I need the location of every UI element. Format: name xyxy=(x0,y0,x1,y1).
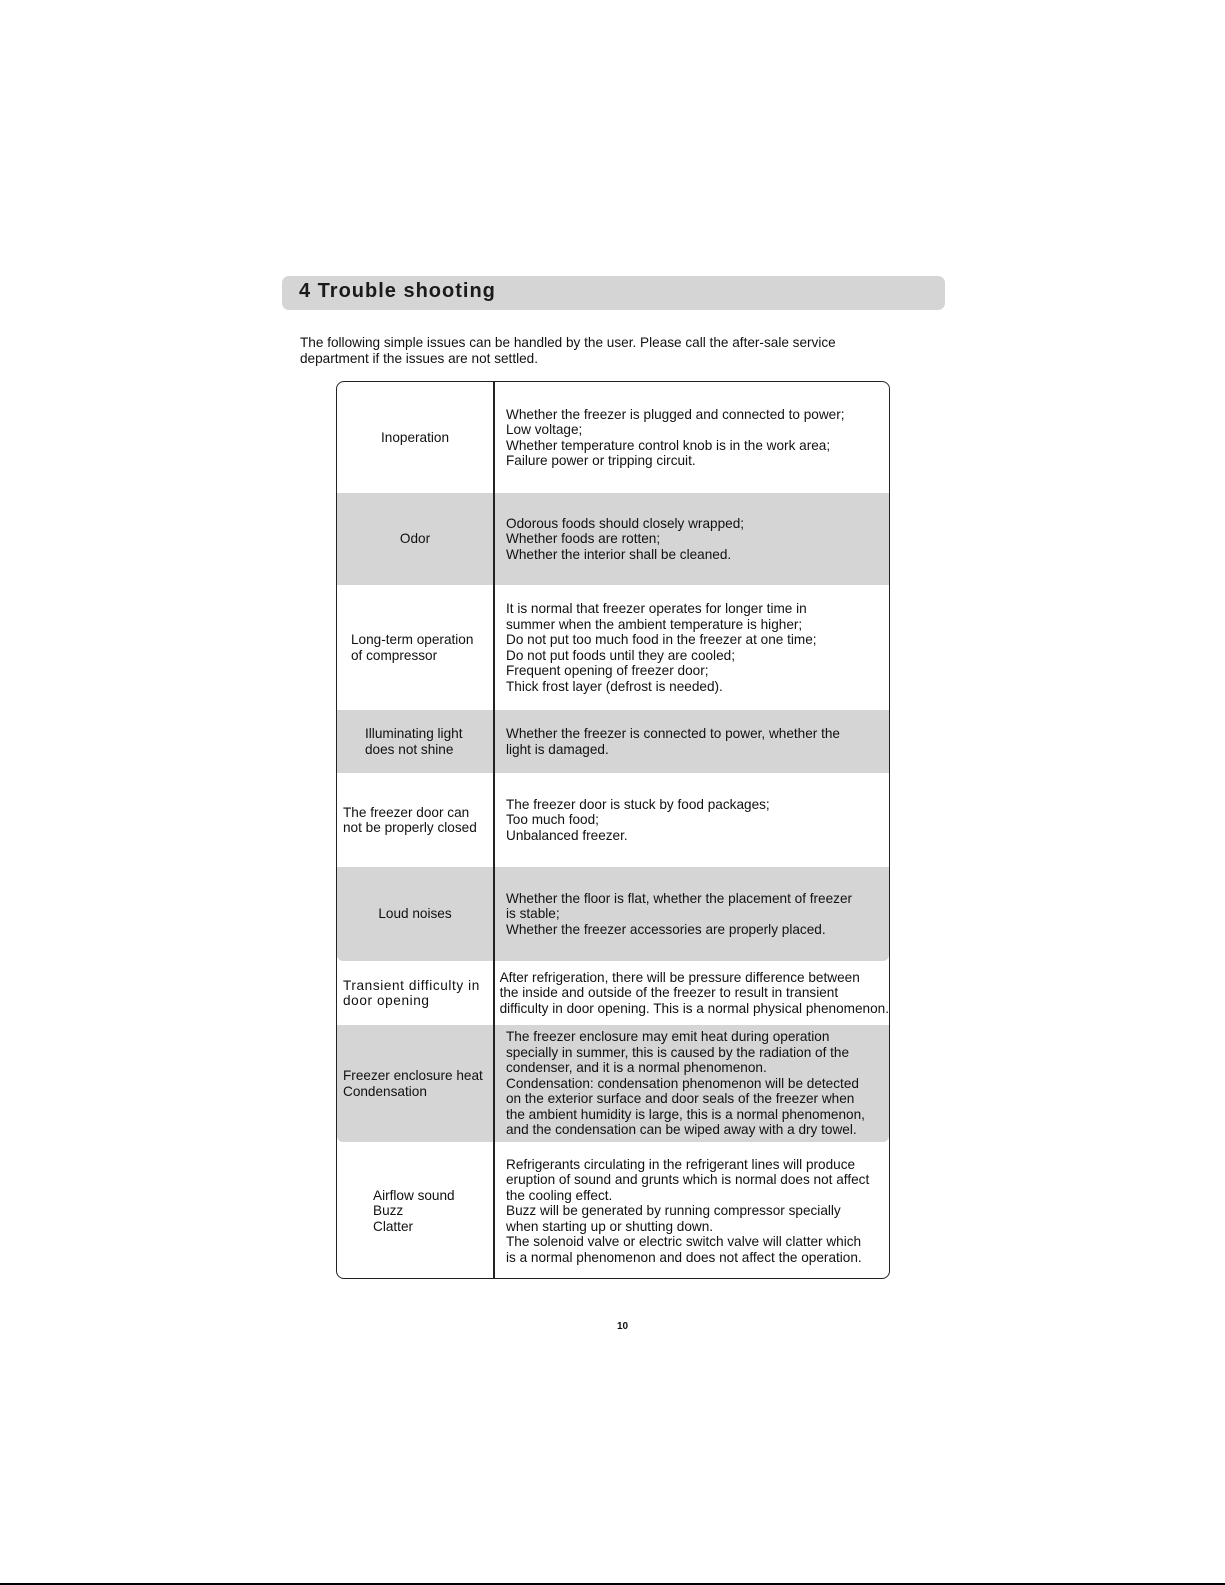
issue-cell: Loud noises xyxy=(378,906,452,922)
cause-cell: After refrigeration, there will be pressure difference between the inside and outside of the freezer to result in transient difficulty in door opening. This is a normal physical phenomenon. xyxy=(499,969,889,1016)
issue-cell: The freezer door can not be properly closed xyxy=(343,804,477,835)
page-number: 10 xyxy=(616,1321,629,1332)
table-row xyxy=(337,961,889,1025)
issue-cell: Illuminating light does not shine xyxy=(365,726,463,757)
cause-cell: Odorous foods should closely wrapped; Whether foods are rotten; Whether the interior shall be cleaned. xyxy=(506,515,745,562)
table-row xyxy=(337,773,889,867)
cause-cell: Whether the freezer is plugged and connected to power; Low voltage; Whether temperature control knob is in the work area; Failure power or tripping circuit. xyxy=(506,406,845,468)
cause-cell: It is normal that freezer operates for longer time in summer when the ambient temperature is higher; Do not put too much food in the freezer at one time; Do not put foods until they are cooled; Frequent opening of freezer door; Thick frost layer (defrost is needed). xyxy=(506,601,817,694)
table-row xyxy=(337,710,889,773)
table-row xyxy=(337,493,889,585)
issue-cell: Airflow sound Buzz Clatter xyxy=(373,1187,455,1234)
cause-cell: The freezer door is stuck by food packages; Too much food; Unbalanced freezer. xyxy=(506,796,770,843)
section-title: 4 Trouble shooting xyxy=(299,280,496,302)
issue-cell: Long-term operation of compressor xyxy=(351,632,474,663)
troubleshooting-table xyxy=(336,381,890,1279)
issue-cell: Inoperation xyxy=(380,429,450,445)
issue-cell: Freezer enclosure heat Condensation xyxy=(343,1068,483,1099)
column-divider xyxy=(493,382,495,1278)
table-row xyxy=(337,1142,889,1279)
table-row xyxy=(337,867,889,961)
intro-paragraph xyxy=(300,335,920,366)
section-header-bar xyxy=(282,276,945,310)
intro-line: department if the issues are not settled. xyxy=(300,350,539,366)
cause-cell: The freezer enclosure may emit heat during operation specially in summer, this is caused by the radiation of the condenser, and it is a normal phenomenon. Condensation: condensation phenomenon will be detected on the exterior surface and door seals of the freezer when the ambient humidity is large, this is a normal phenomenon, and the condensation can be wiped away with a dry towel. xyxy=(506,1029,865,1138)
intro-line: The following simple issues can be handled by the user. Please call the after-sale service xyxy=(300,335,836,350)
table-row xyxy=(337,382,889,493)
issue-cell: Odor xyxy=(399,531,431,547)
table-row xyxy=(337,585,889,710)
issue-cell: Transient difficulty in door opening xyxy=(343,977,480,1008)
cause-cell: Whether the freezer is connected to power, whether the light is damaged. xyxy=(506,726,840,757)
cause-cell: Refrigerants circulating in the refrigerant lines will produce eruption of sound and grunts which is normal does not affect the cooling effect. Buzz will be generated by running compressor specially when starting up or shutting down. The solenoid valve or electric switch valve will clatter which is a normal phenomenon and does not affect the operation. xyxy=(506,1156,870,1265)
cause-cell: Whether the floor is flat, whether the placement of freezer is stable; Whether the freezer accessories are properly placed. xyxy=(506,890,853,937)
table-row xyxy=(337,1025,889,1142)
